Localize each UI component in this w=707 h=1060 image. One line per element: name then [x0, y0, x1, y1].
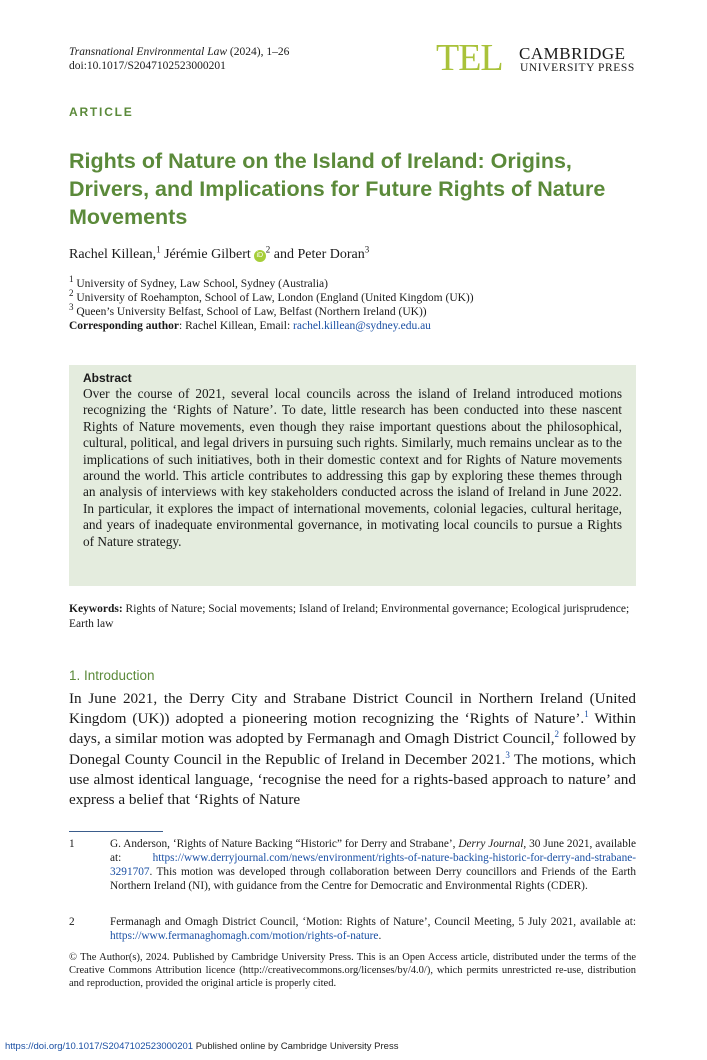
journal-header — [69, 45, 289, 73]
affiliation-item — [69, 302, 474, 319]
journal-citation: (2024), 1–26 — [227, 46, 290, 58]
section-heading-introduction: 1. Introduction — [69, 668, 155, 683]
introduction-paragraph — [69, 689, 636, 810]
affiliation-text: Queen’s University Belfast, School of Law, Belfast (Northern Ireland (UK)) — [73, 306, 427, 318]
affiliation-item — [69, 288, 474, 305]
abstract-text: Over the course of 2021, several local councils across the island of Ireland introduced motions recognizing the ‘Rights of Nature’. To date, little research has been conducted into these nascent Rights of Nature movements, even though they raise important questions about the philosophical, cultural, political, and legal drivers in pursuing such rights. Similarly, much remains unclear as to the implications of such initiatives, both in their domestic context and for Rights of Nature movements around the world. This article contributes to addressing this gap by exploring these themes through an analysis of interviews with key stakeholders conducted across the island of Ireland in June 2022. In particular, it explores the impact of international movements, colonial legacies, cultural heritage, and years of inadequate environmental governance, in motivating local councils to pursue a Rights of Nature strategy. — [83, 386, 622, 549]
published-online-text: Published online by Cambridge University Press — [193, 1041, 399, 1052]
doi-link[interactable]: https://doi.org/10.1017/S2047102523000201 — [5, 1041, 194, 1052]
affiliation-mark: 1 — [156, 244, 161, 255]
affiliation-mark: 3 — [364, 244, 370, 255]
keywords — [69, 602, 636, 631]
intro-text: In June 2021, the Derry City and Strabane District Council in Northern Ireland (United Kingdom (UK)) adopted a pioneering motion recognizing the ‘Rights of Nature’. — [69, 690, 636, 728]
affiliation-number: 2 — [69, 288, 74, 299]
keywords-text: Rights of Nature; Social movements; Island of Ireland; Environmental governance; Ecological jurisprudence; Earth law — [69, 603, 630, 630]
affiliations — [69, 274, 474, 333]
footnote-1 — [69, 837, 636, 893]
keywords-label: Keywords: — [69, 603, 123, 615]
footnote-text: Fermanagh and Omagh District Council, ‘Motion: Rights of Nature’, Council Meeting, 5 July 2021, available at: — [110, 916, 636, 928]
abstract-box — [69, 365, 636, 586]
article-type-label: ARTICLE — [69, 105, 134, 119]
article-doi: doi:10.1017/S2047102523000201 — [69, 60, 226, 72]
journal-title: Transnational Environmental Law — [69, 46, 228, 58]
footnote-link[interactable]: https://www.derryjournal.com/news/environment/rights-of-nature-backing-historic-for-derry-and-strabane-3291707 — [110, 852, 636, 879]
article-title: Rights of Nature on the Island of Ireland: Origins, Drivers, and Implications for Future Rights of Nature Movements — [69, 149, 606, 229]
footnote-text: . — [378, 930, 382, 943]
publisher-subname: UNIVERSITY PRESS — [520, 62, 635, 74]
footnote-divider — [69, 831, 163, 832]
footnote-number: 1 — [69, 838, 75, 850]
footnote-text: , 30 June 2021, available at: — [110, 838, 636, 865]
intro-text: Within days, a similar motion was adopted by Fermanagh and Omagh District Council, — [69, 710, 636, 748]
corresponding-text: : Rachel Killean, Email: — [179, 320, 294, 332]
author-name[interactable]: Rachel Killean, — [69, 247, 157, 262]
affiliation-text: University of Roehampton, School of Law, London (England (United Kingdom (UK)) — [73, 292, 474, 304]
license-text: © The Author(s), 2024. Published by Cambridge University Press. This is an Open Access article, distributed under the terms of the Creative Commons Attribution licence ( — [69, 952, 636, 976]
license-text: ), which permits unrestricted re-use, distribution and reproduction, provided the original article is properly cited. — [69, 965, 636, 989]
orcid-icon[interactable]: iD — [254, 250, 266, 262]
author-list — [69, 244, 370, 263]
author-name[interactable]: Jérémie Gilbert — [160, 247, 251, 262]
affiliation-text: University of Sydney, Law School, Sydney (Australia) — [73, 278, 328, 290]
cambridge-logo — [519, 46, 635, 76]
footnote-journal: Derry Journal — [458, 838, 524, 850]
footnote-ref-1[interactable]: 1 — [584, 709, 589, 720]
license-link[interactable]: http://creativecommons.org/licenses/by/4.0/ — [242, 965, 427, 976]
footnote-link[interactable]: https://www.fermanaghomagh.com/motion/rights-of-nature — [110, 930, 379, 943]
corresponding-email-link[interactable]: rachel.killean@sydney.edu.au — [293, 320, 431, 332]
affiliation-number: 3 — [69, 302, 74, 313]
footnote-text: . This motion was developed through collaboration between Derry councillors and Friends of the Earth Northern Ireland (NI), with guidance from the Centre for Democratic and Environmental Rights (CDER). — [110, 866, 636, 893]
abstract-heading: Abstract — [83, 371, 132, 385]
affiliation-number: 1 — [69, 274, 74, 285]
tel-logo: TEL — [436, 37, 503, 79]
affiliation-item — [69, 274, 474, 291]
affiliation-mark: 2 — [265, 244, 271, 255]
footnote-ref-2[interactable]: 2 — [554, 729, 560, 740]
publication-footer — [5, 1041, 398, 1052]
footnote-ref-3[interactable]: 3 — [505, 749, 510, 760]
corresponding-author — [69, 319, 474, 333]
intro-text: The motions, which use almost identical language, ‘recognise the need for a rights-based approach to nature’ and express a belief that ‘Rights of Nature — [69, 750, 636, 809]
footnote-text: G. Anderson, ‘Rights of Nature Backing “Historic” for Derry and Strabane’, — [110, 838, 459, 850]
corresponding-label: Corresponding author — [69, 320, 180, 332]
license-statement — [69, 951, 636, 990]
publisher-name: CAMBRIDGE — [519, 44, 626, 63]
intro-text: followed by Donegal County Council in the Republic of Ireland in December 2021. — [69, 730, 636, 768]
footnote-number: 2 — [69, 916, 75, 928]
author-name[interactable]: and Peter Doran — [270, 247, 365, 262]
footnote-2 — [69, 915, 636, 943]
